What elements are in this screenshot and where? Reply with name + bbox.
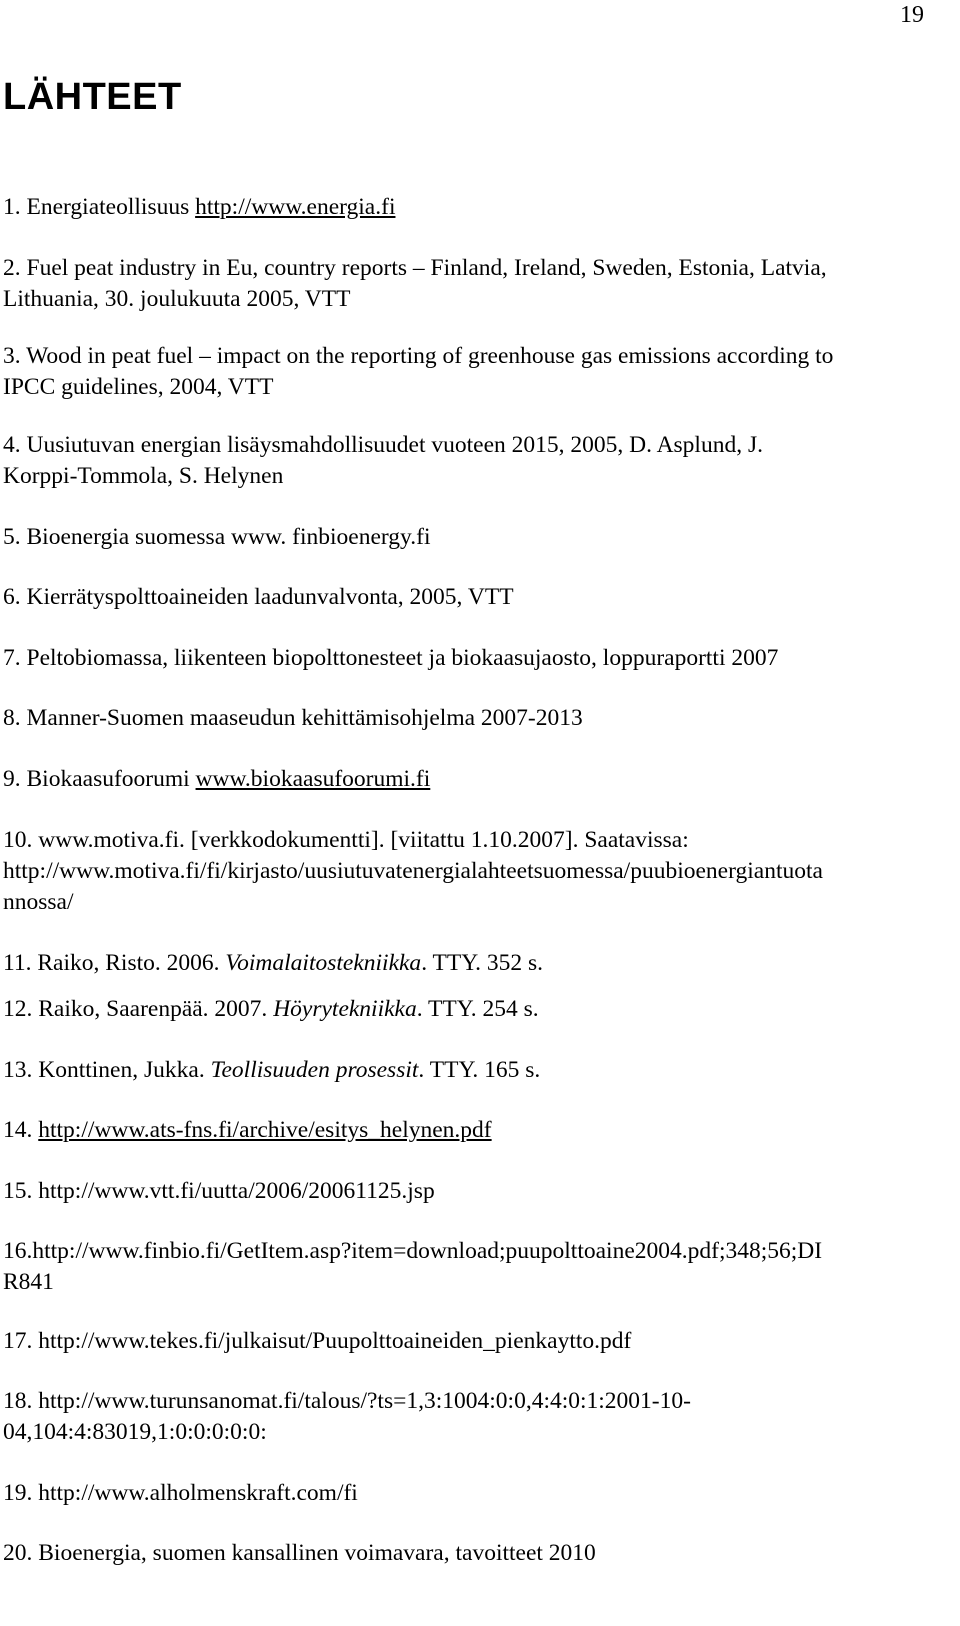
reference-text: 11. Raiko, Risto. 2006. (3, 950, 226, 976)
reference-text: 12. Raiko, Saarenpää. 2007. (3, 996, 274, 1022)
reference-line: 2. Fuel peat industry in Eu, country reports – Finland, Ireland, Sweden, Estonia, Latvia, (3, 255, 827, 281)
reference-text: 15. http://www.vtt.fi/uutta/2006/20061125.jsp (3, 1178, 435, 1204)
reference-17 (3, 1326, 953, 1357)
page-title: LÄHTEET (3, 76, 182, 118)
reference-line: Korppi-Tommola, S. Helynen (3, 463, 284, 489)
reference-4 (3, 430, 953, 492)
reference-text: . TTY. 352 s. (421, 950, 544, 976)
reference-6 (3, 582, 953, 613)
reference-2 (3, 253, 953, 315)
reference-7 (3, 643, 953, 674)
reference-line: IPCC guidelines, 2004, VTT (3, 374, 274, 400)
reference-text: 19. http://www.alholmenskraft.com/fi (3, 1480, 358, 1506)
reference-text: 6. Kierrätyspolttoaineiden laadunvalvonta, 2005, VTT (3, 584, 514, 610)
reference-link[interactable]: http://www.ats-fns.fi/archive/esitys_helynen.pdf (38, 1117, 492, 1143)
reference-title: Teollisuuden prosessit (210, 1057, 419, 1083)
reference-line: 04,104:4:83019,1:0:0:0:0:0: (3, 1419, 267, 1445)
reference-text: 1. Energiateollisuus (3, 194, 196, 220)
reference-12 (3, 994, 953, 1025)
reference-link[interactable]: http://www.energia.fi (195, 194, 396, 220)
reference-9 (3, 764, 953, 795)
reference-line: nnossa/ (3, 889, 74, 915)
reference-text: 5. Bioenergia suomessa www. finbioenergy.fi (3, 524, 431, 550)
reference-text: . TTY. 254 s. (416, 996, 539, 1022)
reference-line: R841 (3, 1269, 54, 1295)
reference-14 (3, 1115, 953, 1146)
reference-text: 17. http://www.tekes.fi/julkaisut/Puupolttoaineiden_pienkaytto.pdf (3, 1328, 632, 1354)
reference-19 (3, 1478, 953, 1509)
reference-line: Lithuania, 30. joulukuuta 2005, VTT (3, 286, 351, 312)
reference-text: 20. Bioenergia, suomen kansallinen voimavara, tavoitteet 2010 (3, 1540, 596, 1566)
reference-line: 10. www.motiva.fi. [verkkodokumentti]. [viitattu 1.10.2007]. Saatavissa: (3, 827, 689, 853)
reference-20 (3, 1538, 953, 1569)
reference-line: 4. Uusiutuvan energian lisäysmahdollisuudet vuoteen 2015, 2005, D. Asplund, J. (3, 432, 763, 458)
reference-line: 16.http://www.finbio.fi/GetItem.asp?item=download;puupolttoaine2004.pdf;348;56;DI (3, 1238, 823, 1264)
reference-5 (3, 522, 953, 553)
page-number: 19 (900, 2, 924, 28)
reference-line: 18. http://www.turunsanomat.fi/talous/?ts=1,3:1004:0:0,4:4:0:1:2001-10- (3, 1388, 691, 1414)
reference-15 (3, 1176, 953, 1207)
reference-link[interactable]: www.biokaasufoorumi.fi (195, 766, 431, 792)
reference-title: Höyrytekniikka (273, 996, 417, 1022)
reference-text: 7. Peltobiomassa, liikenteen biopolttonesteet ja biokaasujaosto, loppuraportti 2007 (3, 645, 779, 671)
reference-text: 14. (3, 1117, 39, 1143)
reference-text: 13. Konttinen, Jukka. (3, 1057, 211, 1083)
reference-18 (3, 1386, 953, 1448)
reference-10 (3, 825, 953, 918)
reference-line: 3. Wood in peat fuel – impact on the reporting of greenhouse gas emissions according to (3, 343, 834, 369)
reference-8 (3, 703, 953, 734)
reference-text: 8. Manner-Suomen maaseudun kehittämisohjelma 2007-2013 (3, 705, 583, 731)
reference-text: 9. Biokaasufoorumi (3, 766, 196, 792)
reference-title: Voimalaitostekniikka (225, 950, 422, 976)
reference-text: . TTY. 165 s. (418, 1057, 541, 1083)
reference-11 (3, 948, 953, 979)
reference-13 (3, 1055, 953, 1086)
reference-16 (3, 1236, 953, 1298)
reference-line: http://www.motiva.fi/fi/kirjasto/uusiutuvatenergialahteetsuomessa/puubioenergiantuota (3, 858, 823, 884)
reference-1 (3, 192, 953, 223)
reference-3 (3, 341, 953, 403)
